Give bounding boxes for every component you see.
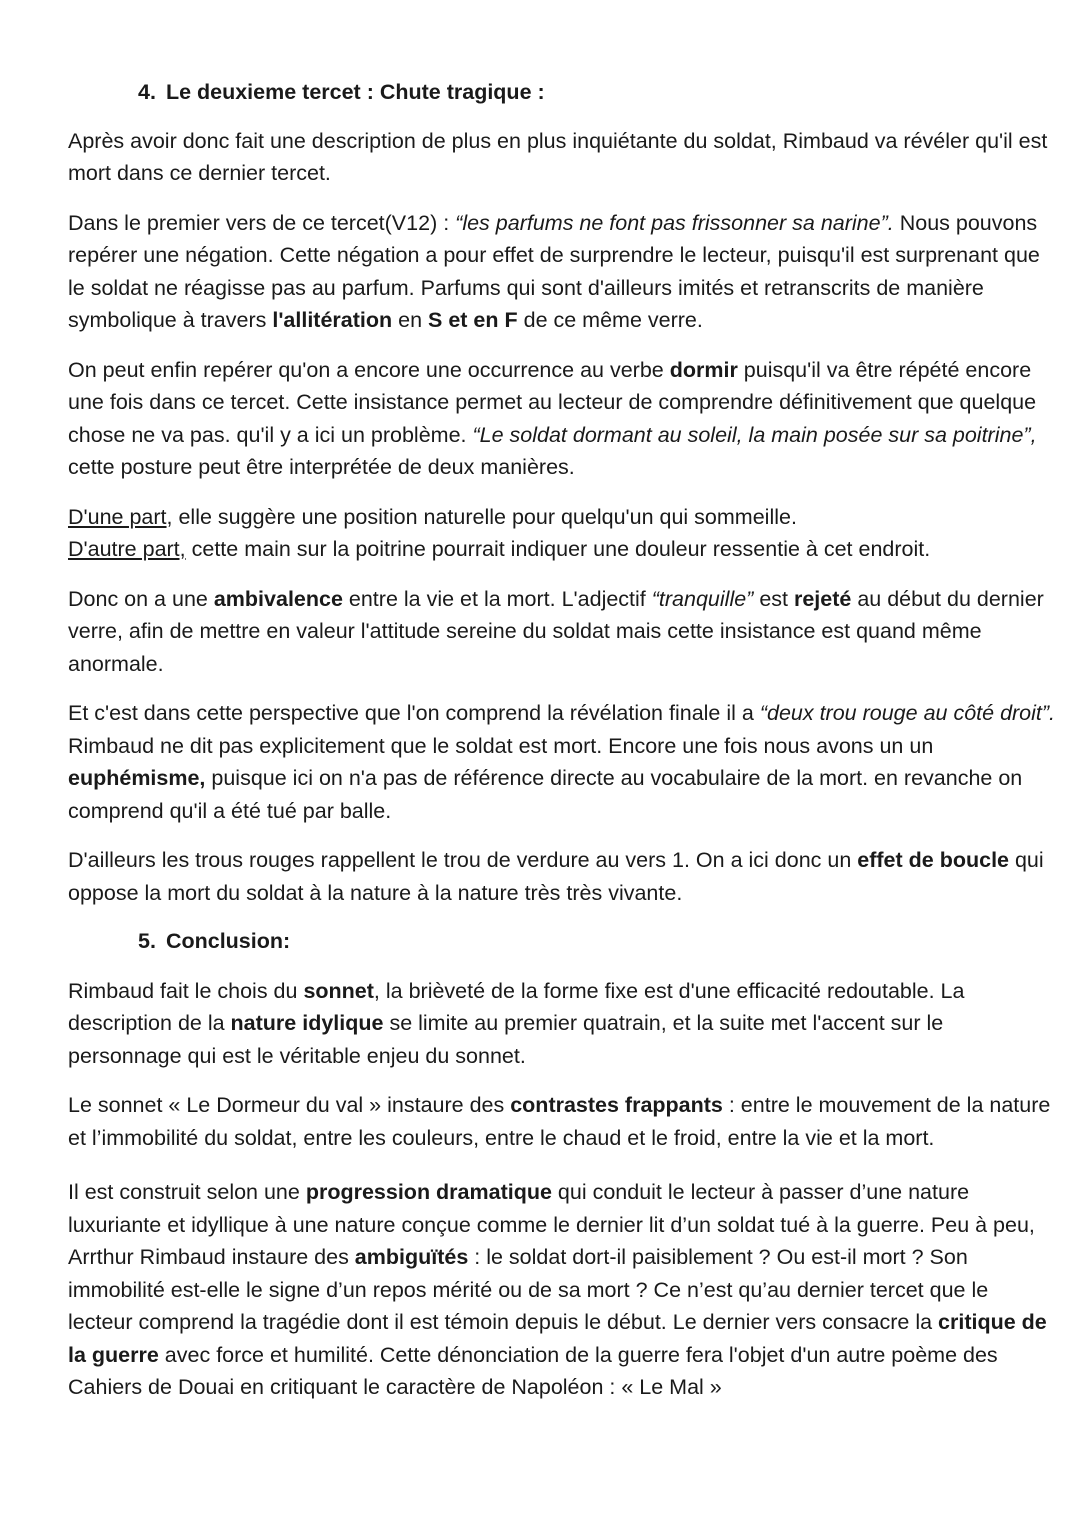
- section-5-heading: [68, 925, 1056, 958]
- bold-term: effet de boucle: [857, 848, 1009, 872]
- bold-term: sonnet: [303, 978, 374, 1003]
- text: puisqu'il va être répété encore une fois dans ce tercet. Cette insistance permet au lecteur de comprendre définitivement que quelque chose ne va pas. qu'il y a ici un problème.: [68, 357, 1037, 447]
- text: Il est construit selon une: [68, 1180, 306, 1204]
- text: est: [753, 586, 794, 611]
- paragraph-4-3: [68, 354, 1056, 484]
- bold-term: progression dramatique: [305, 1180, 552, 1204]
- text: qui oppose la mort du soldat à la nature à la nature très très vivante.: [68, 848, 1044, 905]
- bold-term: ambivalence: [213, 586, 343, 611]
- quote: “tranquille”: [651, 586, 754, 611]
- underlined-term: D'autre part,: [68, 537, 186, 561]
- bold-term: dormir: [669, 357, 738, 382]
- paragraph-4-4: [68, 501, 1056, 566]
- text: de ce même verre.: [517, 308, 703, 332]
- paragraph-4-7: [68, 844, 1056, 909]
- bold-term: contrastes frappants: [510, 1093, 723, 1117]
- text: qui conduit le lecteur à passer d’une nature luxuriante et idyllique à une nature conçue comme le dernier lit d’un soldat tué à la guerre. Peu à peu, Arrthur Rimbaud instaure des: [68, 1180, 1035, 1269]
- line: [68, 501, 1056, 534]
- text: cette posture peut être interprétée de deux manières.: [68, 455, 575, 479]
- text: Rimbaud ne dit pas explicitement que le soldat est mort. Encore une fois nous avons un un: [68, 733, 934, 758]
- text: : entre le mouvement de la nature et l’immobilité du soldat, entre les couleurs, entre le chaud et le froid, entre la vie et la mort.: [68, 1093, 1051, 1150]
- text: Rimbaud fait le chois du: [68, 978, 304, 1003]
- paragraph-4-2: [68, 207, 1056, 337]
- text: , elle suggère une position naturelle pour quelqu'un qui sommeille.: [166, 504, 797, 529]
- paragraph-4-6: [68, 697, 1056, 827]
- text: D'ailleurs les trous rouges rappellent le trou de verdure au vers 1. On a ici donc un: [68, 848, 858, 872]
- text: cette main sur la poitrine pourrait indiquer une douleur ressentie à cet endroit.: [185, 537, 931, 561]
- text: Nous pouvons repérer une négation. Cette négation a pour effet de surprendre le lecteur, puisqu'il est surprenant que le soldat ne réagisse pas au parfum. Parfums qui sont d'ailleurs imités et retranscrits de manière symbolique à travers: [68, 210, 1040, 332]
- section-5-title: Conclusion:: [165, 929, 291, 953]
- text: au début du dernier verre, afin de mettre en valeur l'attitude sereine du soldat mais cette insistance est quand même anormale.: [68, 586, 1044, 676]
- text: avec force et humilité. Cette dénonciation de la guerre fera l'objet d'un autre poème des Cahiers de Douai en critiquant le caractère de Napoléon : « Le Mal »: [68, 1342, 998, 1399]
- text: : le soldat dort-il paisiblement ? Ou est-il mort ? Son immobilité est-elle le signe d’un repos mérité ou de sa mort ? Ce n’est qu’au dernier tercet que le lecteur comprend la tragédie dont il est témoin depuis le début. Le dernier vers consacre la: [68, 1245, 989, 1334]
- text: Donc on a une: [68, 586, 214, 611]
- paragraph-4-5: [68, 583, 1056, 681]
- section-5-number: 5.: [138, 929, 156, 953]
- bold-term: S et en F: [428, 308, 518, 332]
- text: Dans le premier vers de ce tercet(V12) :: [68, 210, 456, 235]
- text: se limite au premier quatrain, et la suite met l'accent sur le personnage qui est le véritable enjeu du sonnet.: [68, 1011, 944, 1068]
- bold-term: critique de la guerre: [68, 1310, 1047, 1367]
- bold-term: rejeté: [793, 586, 852, 611]
- section-4-title: Le deuxieme tercet : Chute tragique :: [165, 80, 545, 104]
- line: [68, 533, 1056, 566]
- text: puisque ici on n'a pas de référence directe au vocabulaire de la mort. en revanche on comprend qu'il a été tué par balle.: [68, 766, 1023, 823]
- quote: “deux trou rouge au côté droit”.: [759, 701, 1056, 725]
- text: On peut enfin repérer qu'on a encore une occurrence au verbe: [68, 357, 670, 382]
- text: Et c'est dans cette perspective que l'on comprend la révélation finale il a: [68, 701, 760, 725]
- text: entre la vie et la mort. L'adjectif: [342, 586, 652, 611]
- text: Après avoir donc fait une description de plus en plus inquiétante du soldat, Rimbaud va révéler qu'il est mort dans ce dernier tercet.: [68, 128, 1048, 185]
- section-4-heading: [68, 76, 1056, 109]
- quote: “Le soldat dormant au soleil, la main posée sur sa poitrine”,: [472, 422, 1037, 447]
- underlined-term: D'une part: [68, 504, 167, 529]
- bold-term: l'allitération: [272, 308, 393, 332]
- paragraph-5-1: [68, 975, 1056, 1073]
- section-4-number: 4.: [138, 80, 156, 104]
- text: en: [392, 308, 429, 332]
- text: Le sonnet « Le Dormeur du val » instaure des: [68, 1093, 511, 1117]
- paragraph-4-1: [68, 125, 1056, 190]
- bold-term: nature idylique: [230, 1011, 384, 1035]
- quote: “les parfums ne font pas frissonner sa narine”.: [455, 210, 894, 235]
- paragraph-5-2: [68, 1089, 1056, 1154]
- paragraph-5-3: [68, 1176, 1056, 1404]
- bold-term: ambiguïtés: [354, 1245, 469, 1269]
- text: , la brièveté de la forme fixe est d'une efficacité redoutable. La description de la: [68, 978, 965, 1035]
- bold-term: euphémisme,: [68, 766, 206, 790]
